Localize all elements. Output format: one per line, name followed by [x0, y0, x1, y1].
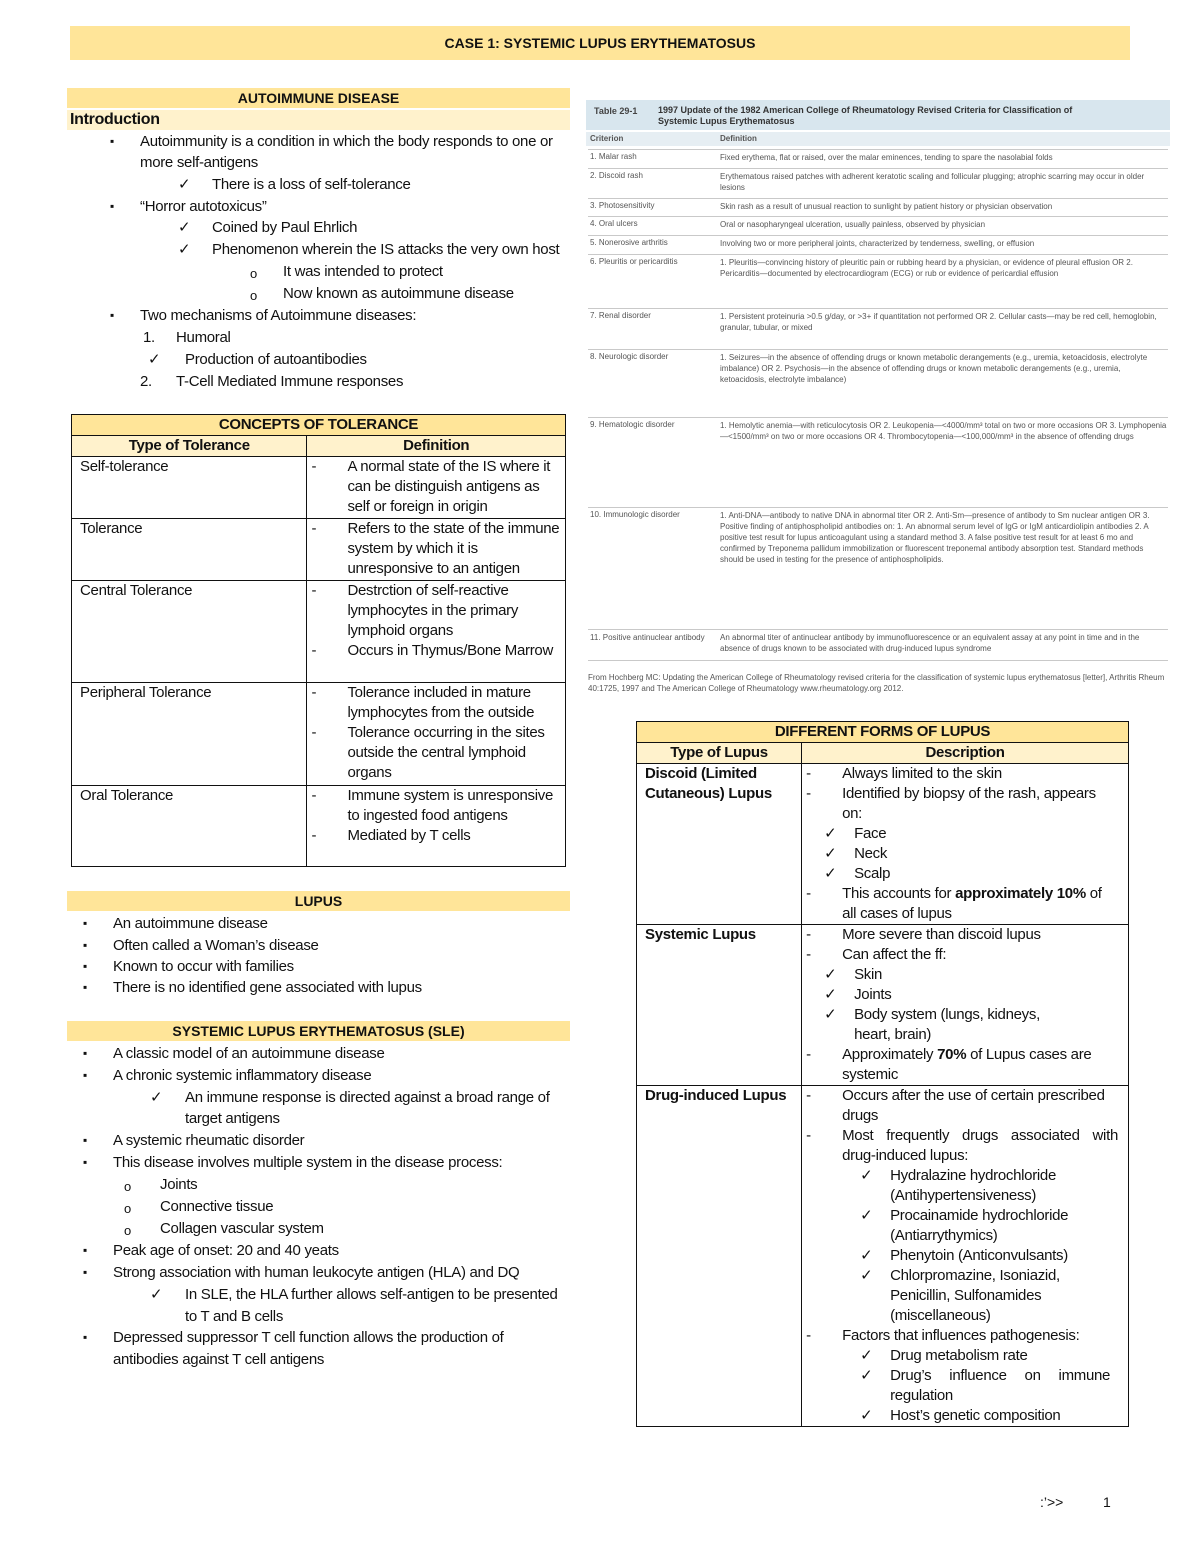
list-item-continued: target antigens	[185, 1110, 280, 1127]
table-row: 2. Discoid rash Erythematous raised patches with adherent keratotic scaling and follicular plugging; atrophic scarring may occur in older lesions	[588, 168, 1168, 195]
list-item: ▪ Depressed suppressor T cell function allows the production of	[113, 1327, 504, 1348]
table-row: 8. Neurologic disorder 1. Seizures—in the absence of offending drugs or known metabolic derangements (e.g., uremia, ketoacidosis, electrolyte imbalance) OR 2. Psychosis—in the absence of offending drugs or known metabolic derangements (e.g., uremia, ketoacidosis, electrolyte imbalance)	[588, 349, 1168, 412]
table-row: 7. Renal disorder 1. Persistent proteinuria >0.5 g/day, or >3+ if quantitation not performed OR 2. Cellular casts—may be red cell, hemoglobin, granular, tubular, or mixed	[588, 308, 1168, 347]
checkmark-icon: ✓	[860, 1347, 873, 1364]
definition-text: Occurs in Thymus/Bone Marrow	[347, 642, 554, 659]
list-item: It was intended to protect	[283, 263, 443, 280]
list-item-continued: more self-antigens	[140, 154, 258, 171]
list-number: 1.	[143, 329, 155, 346]
tolerance-type: Peripheral Tolerance	[72, 683, 307, 786]
table-row: 11. Positive antinuclear antibody An abnormal titer of antinuclear antibody by immunofluorescence or an equivalent assay at any point in time and in the absence of drugs known to be associated with drug-induced lupus syndrome	[588, 629, 1168, 661]
list-item: ▪ There is no identified gene associated with lupus	[113, 977, 422, 998]
table-row: Peripheral Tolerance - Tolerance included in mature lymphocytes from the outside - Tolerance occurring in the sites outside the central lymphoid organs	[72, 683, 566, 786]
description-text: Factors that influences pathogenesis:	[842, 1327, 1080, 1344]
description-text: Face	[854, 825, 887, 842]
list-item-continued: to T and B cells	[185, 1308, 284, 1325]
table-row: Tolerance - Refers to the state of the immune system by which it is unresponsive to an antigen	[72, 519, 566, 581]
section-heading-autoimmune: AUTOIMMUNE DISEASE	[67, 88, 570, 108]
tolerance-type: Tolerance	[72, 519, 307, 581]
table-caption: 1997 Update of the 1982 American College of Rheumatology Revised Criteria for Classification of Systemic Lupus Erythematosus	[658, 105, 1073, 126]
list-item: ▪ “Horror autotoxicus”	[140, 196, 267, 217]
table-row: 5. Nonerosive arthritis Involving two or more peripheral joints, characterized by tenderness, swelling, or effusion	[588, 235, 1168, 252]
list-item-continued: antibodies against T cell antigens	[113, 1351, 325, 1368]
circle-bullet-icon: o	[124, 1179, 131, 1194]
definition-text: Tolerance included in mature lymphocytes from the outside	[347, 684, 535, 721]
list-item: Connective tissue	[160, 1198, 274, 1215]
table-row: 6. Pleuritis or pericarditis 1. Pleuritis—convincing history of pleuritic pain or rubbing heard by a physician, or evidence of pleural effusion OR 2. Pericarditis—documented by electrocardiogram (ECG) or rub or evidence of pericardial effusion	[588, 254, 1168, 303]
checkmark-icon: ✓	[150, 1286, 163, 1303]
page-title: CASE 1: SYSTEMIC LUPUS ERYTHEMATOSUS	[70, 26, 1130, 60]
list-number: 2.	[140, 373, 152, 390]
section-heading-lupus: LUPUS	[67, 891, 570, 911]
list-item: ▪ This disease involves multiple system in the disease process:	[113, 1152, 502, 1173]
table-row: Discoid (Limited Cutaneous) Lupus - Always limited to the skin - Identified by biopsy of the rash, appears on: ✓ Face ✓ Neck ✓ Scalp - This accounts for approximately 10% of all cases of lupus	[637, 764, 1129, 925]
circle-bullet-icon: o	[124, 1201, 131, 1216]
lupus-type: Systemic Lupus	[637, 925, 802, 1086]
circle-bullet-icon: o	[250, 266, 257, 281]
table-row: 3. Photosensitivity Skin rash as a result of unusual reaction to sunlight by patient history or physician observation	[588, 198, 1168, 215]
checkmark-icon: ✓	[178, 176, 191, 193]
description-text: Occurs after the use of certain prescribed drugs	[842, 1087, 1105, 1124]
description-text: Phenytoin (Anticonvulsants)	[890, 1247, 1068, 1264]
lupus-forms-table	[636, 721, 1129, 1427]
description-text: Drug metabolism rate	[890, 1347, 1028, 1364]
lupus-type: Discoid (Limited Cutaneous) Lupus	[637, 764, 802, 925]
description-text: Joints	[854, 986, 892, 1003]
checkmark-icon: ✓	[150, 1089, 163, 1106]
description-text: Scalp	[854, 865, 891, 882]
checkmark-icon: ✓	[824, 1006, 837, 1023]
table-row: 4. Oral ulcers Oral or nasopharyngeal ulceration, usually painless, observed by physician	[588, 216, 1168, 233]
definition-text: A normal state of the IS where it can be distinguish antigens as self or foreign in origin	[347, 458, 551, 515]
table-row: 9. Hematologic disorder 1. Hemolytic anemia—with reticulocytosis OR 2. Leukopenia—<4000/mm³ total on two or more occasions OR 3. Lymphopenia—<1500/mm³ on two or more occasions OR 4. Thrombocytopenia—<100,000/mm³ in the absence of offending drugs	[588, 417, 1168, 504]
description-text: Drug’s influence on immune regulation	[890, 1367, 1111, 1404]
list-item: Now known as autoimmune disease	[283, 285, 514, 302]
checkmark-icon: ✓	[860, 1407, 873, 1424]
circle-bullet-icon: o	[250, 288, 257, 303]
checkmark-icon: ✓	[860, 1267, 873, 1284]
description-text: Host’s genetic composition	[890, 1407, 1061, 1424]
description-text: Skin	[854, 966, 883, 983]
list-item: In SLE, the HLA further allows self-antigen to be presented	[185, 1286, 558, 1303]
checkmark-icon: ✓	[860, 1167, 873, 1184]
lupus-type: Drug-induced Lupus	[637, 1086, 802, 1427]
description-text: Most frequently drugs associated with drug-induced lupus:	[842, 1127, 1118, 1164]
definition-text: Mediated by T cells	[347, 827, 471, 844]
description-text: Identified by biopsy of the rash, appears on:	[842, 785, 1096, 822]
description-text: Can affect the ff:	[842, 946, 947, 963]
tolerance-table-title: CONCEPTS OF TOLERANCE	[72, 415, 566, 436]
table-row: 1. Malar rash Fixed erythema, flat or raised, over the malar eminences, tending to spare the nasolabial folds	[588, 149, 1168, 168]
tolerance-type: Self-tolerance	[72, 457, 307, 519]
table-row: Drug-induced Lupus - Occurs after the use of certain prescribed drugs - Most frequently drugs associated with drug-induced lupus: ✓ Hydralazine hydrochloride (Antihypertensiveness) ✓ Procainamide hydrochloride (Antiarrythymics) ✓ Phenytoin (Anticonvulsants) ✓ Chlorpromazine, Isoniazid, Penicillin, Sulfonamides (miscellaneous) - Factors that influences pathogenesis: ✓ Drug metabolism rate ✓ Drug’s influence on immune regulation ✓ Host’s genetic composition	[637, 1086, 1129, 1427]
table-row: Oral Tolerance - Immune system is unresponsive to ingested food antigens - Mediated by T cells	[72, 786, 566, 867]
forms-table-title: DIFFERENT FORMS OF LUPUS	[637, 722, 1129, 743]
definition-text: Immune system is unresponsive to ingested food antigens	[347, 787, 554, 824]
circle-bullet-icon: o	[124, 1223, 131, 1238]
checkmark-icon: ✓	[860, 1367, 873, 1384]
description-text: Hydralazine hydrochloride (Antihypertensiveness)	[890, 1167, 1057, 1204]
checkmark-icon: ✓	[178, 241, 191, 258]
description-text: Body system (lungs, kidneys, heart, brain)	[854, 1006, 1040, 1043]
tolerance-table	[71, 414, 566, 867]
list-item: Humoral	[176, 329, 231, 346]
list-item: ▪ A classic model of an autoimmune disease	[113, 1043, 384, 1064]
definition-text: Tolerance occurring in the sites outside the central lymphoid organs	[347, 724, 545, 781]
footer-mark: :’>>	[1040, 1494, 1064, 1510]
introduction-heading: Introduction	[70, 111, 160, 128]
list-item: ▪ A systemic rheumatic disorder	[113, 1130, 304, 1151]
definition-text: Refers to the state of the immune system by which it is unresponsive to an antigen	[347, 520, 560, 577]
column-header-type: Type of Tolerance	[72, 436, 307, 457]
checkmark-icon: ✓	[860, 1207, 873, 1224]
list-item: ▪ An autoimmune disease	[113, 913, 268, 934]
list-item: An immune response is directed against a broad range of	[185, 1089, 550, 1106]
checkmark-icon: ✓	[824, 986, 837, 1003]
list-item: ▪ Often called a Woman’s disease	[113, 935, 319, 956]
checkmark-icon: ✓	[148, 351, 161, 368]
list-item: ▪ Two mechanisms of Autoimmune diseases:	[140, 305, 416, 326]
description-text: Neck	[854, 845, 888, 862]
checkmark-icon: ✓	[824, 845, 837, 862]
column-header-criterion: Criterion	[590, 134, 624, 143]
description-text: Chlorpromazine, Isoniazid, Penicillin, Sulfonamides (miscellaneous)	[890, 1267, 1060, 1324]
column-header-definition: Definition	[720, 134, 757, 143]
list-item: T-Cell Mediated Immune responses	[176, 373, 404, 390]
list-item: ▪ A chronic systemic inflammatory disease	[113, 1065, 371, 1086]
column-header-definition: Definition	[307, 436, 566, 457]
list-item: Collagen vascular system	[160, 1220, 324, 1237]
table-row: 10. Immunologic disorder 1. Anti-DNA—antibody to native DNA in abnormal titer OR 2. Anti-Sm—presence of antibody to Sm nuclear antigen OR 3. Positive finding of antiphospholipid antibodies on: 1. An abnormal serum level of IgG or IgM anticardiolipin antibodies 2. A positive test result for lupus anticoagulant using a standard method 3. A false positive test result for at least 6 mo and confirmed by Treponema pallidum immobilization or fluorescent treponemal antibody absorption test. Standard methods should be used in testing for the presence of antiphospholipids.	[588, 507, 1168, 624]
list-item: Production of autoantibodies	[185, 351, 367, 368]
list-item: ▪ Peak age of onset: 20 and 40 yeats	[113, 1240, 339, 1261]
column-header-description: Description	[802, 743, 1129, 764]
list-item: ▪ Strong association with human leukocyte antigen (HLA) and DQ	[113, 1262, 519, 1283]
checkmark-icon: ✓	[824, 865, 837, 882]
checkmark-icon: ✓	[824, 825, 837, 842]
definition-text: Destrction of self-reactive lymphocytes in the primary lymphoid organs	[347, 582, 519, 639]
list-item: Coined by Paul Ehrlich	[212, 219, 358, 236]
description-text: Always limited to the skin	[842, 765, 1002, 782]
description-text: This accounts for approximately 10% of all cases of lupus	[842, 885, 1102, 922]
column-header-type: Type of Lupus	[637, 743, 802, 764]
description-text: More severe than discoid lupus	[842, 926, 1041, 943]
description-text: Procainamide hydrochloride (Antiarrythymics)	[890, 1207, 1069, 1244]
checkmark-icon: ✓	[178, 219, 191, 236]
checkmark-icon: ✓	[824, 966, 837, 983]
list-item: ▪ Autoimmunity is a condition in which the body responds to one or	[140, 131, 553, 152]
tolerance-type: Central Tolerance	[72, 581, 307, 683]
description-text: Approximately 70% of Lupus cases are systemic	[842, 1046, 1092, 1083]
list-item: Joints	[160, 1176, 198, 1193]
list-item: There is a loss of self-tolerance	[212, 176, 411, 193]
section-heading-sle: SYSTEMIC LUPUS ERYTHEMATOSUS (SLE)	[67, 1021, 570, 1041]
table-row: Systemic Lupus - More severe than discoid lupus - Can affect the ff: ✓ Skin ✓ Joints ✓ Body system (lungs, kidneys, heart, brain) - Approximately 70% of Lupus cases are systemic	[637, 925, 1129, 1086]
list-item: Phenomenon wherein the IS attacks the very own host	[212, 241, 560, 258]
tolerance-type: Oral Tolerance	[72, 786, 307, 867]
table-row: Self-tolerance - A normal state of the IS where it can be distinguish antigens as self or foreign in origin	[72, 457, 566, 519]
table-source-note: From Hochberg MC: Updating the American College of Rheumatology revised criteria for the classification of systemic lupus erythematosus [letter], Arthritis Rheum 40:1725, 1997 and The American College of Rheumatology www.rheumatology.org 2012.	[588, 673, 1165, 693]
page-number: 1	[1103, 1494, 1111, 1510]
table-label: Table 29-1	[594, 106, 638, 116]
table-row: Central Tolerance - Destrction of self-reactive lymphocytes in the primary lymphoid organs - Occurs in Thymus/Bone Marrow	[72, 581, 566, 683]
list-item: ▪ Known to occur with families	[113, 956, 294, 977]
checkmark-icon: ✓	[860, 1247, 873, 1264]
